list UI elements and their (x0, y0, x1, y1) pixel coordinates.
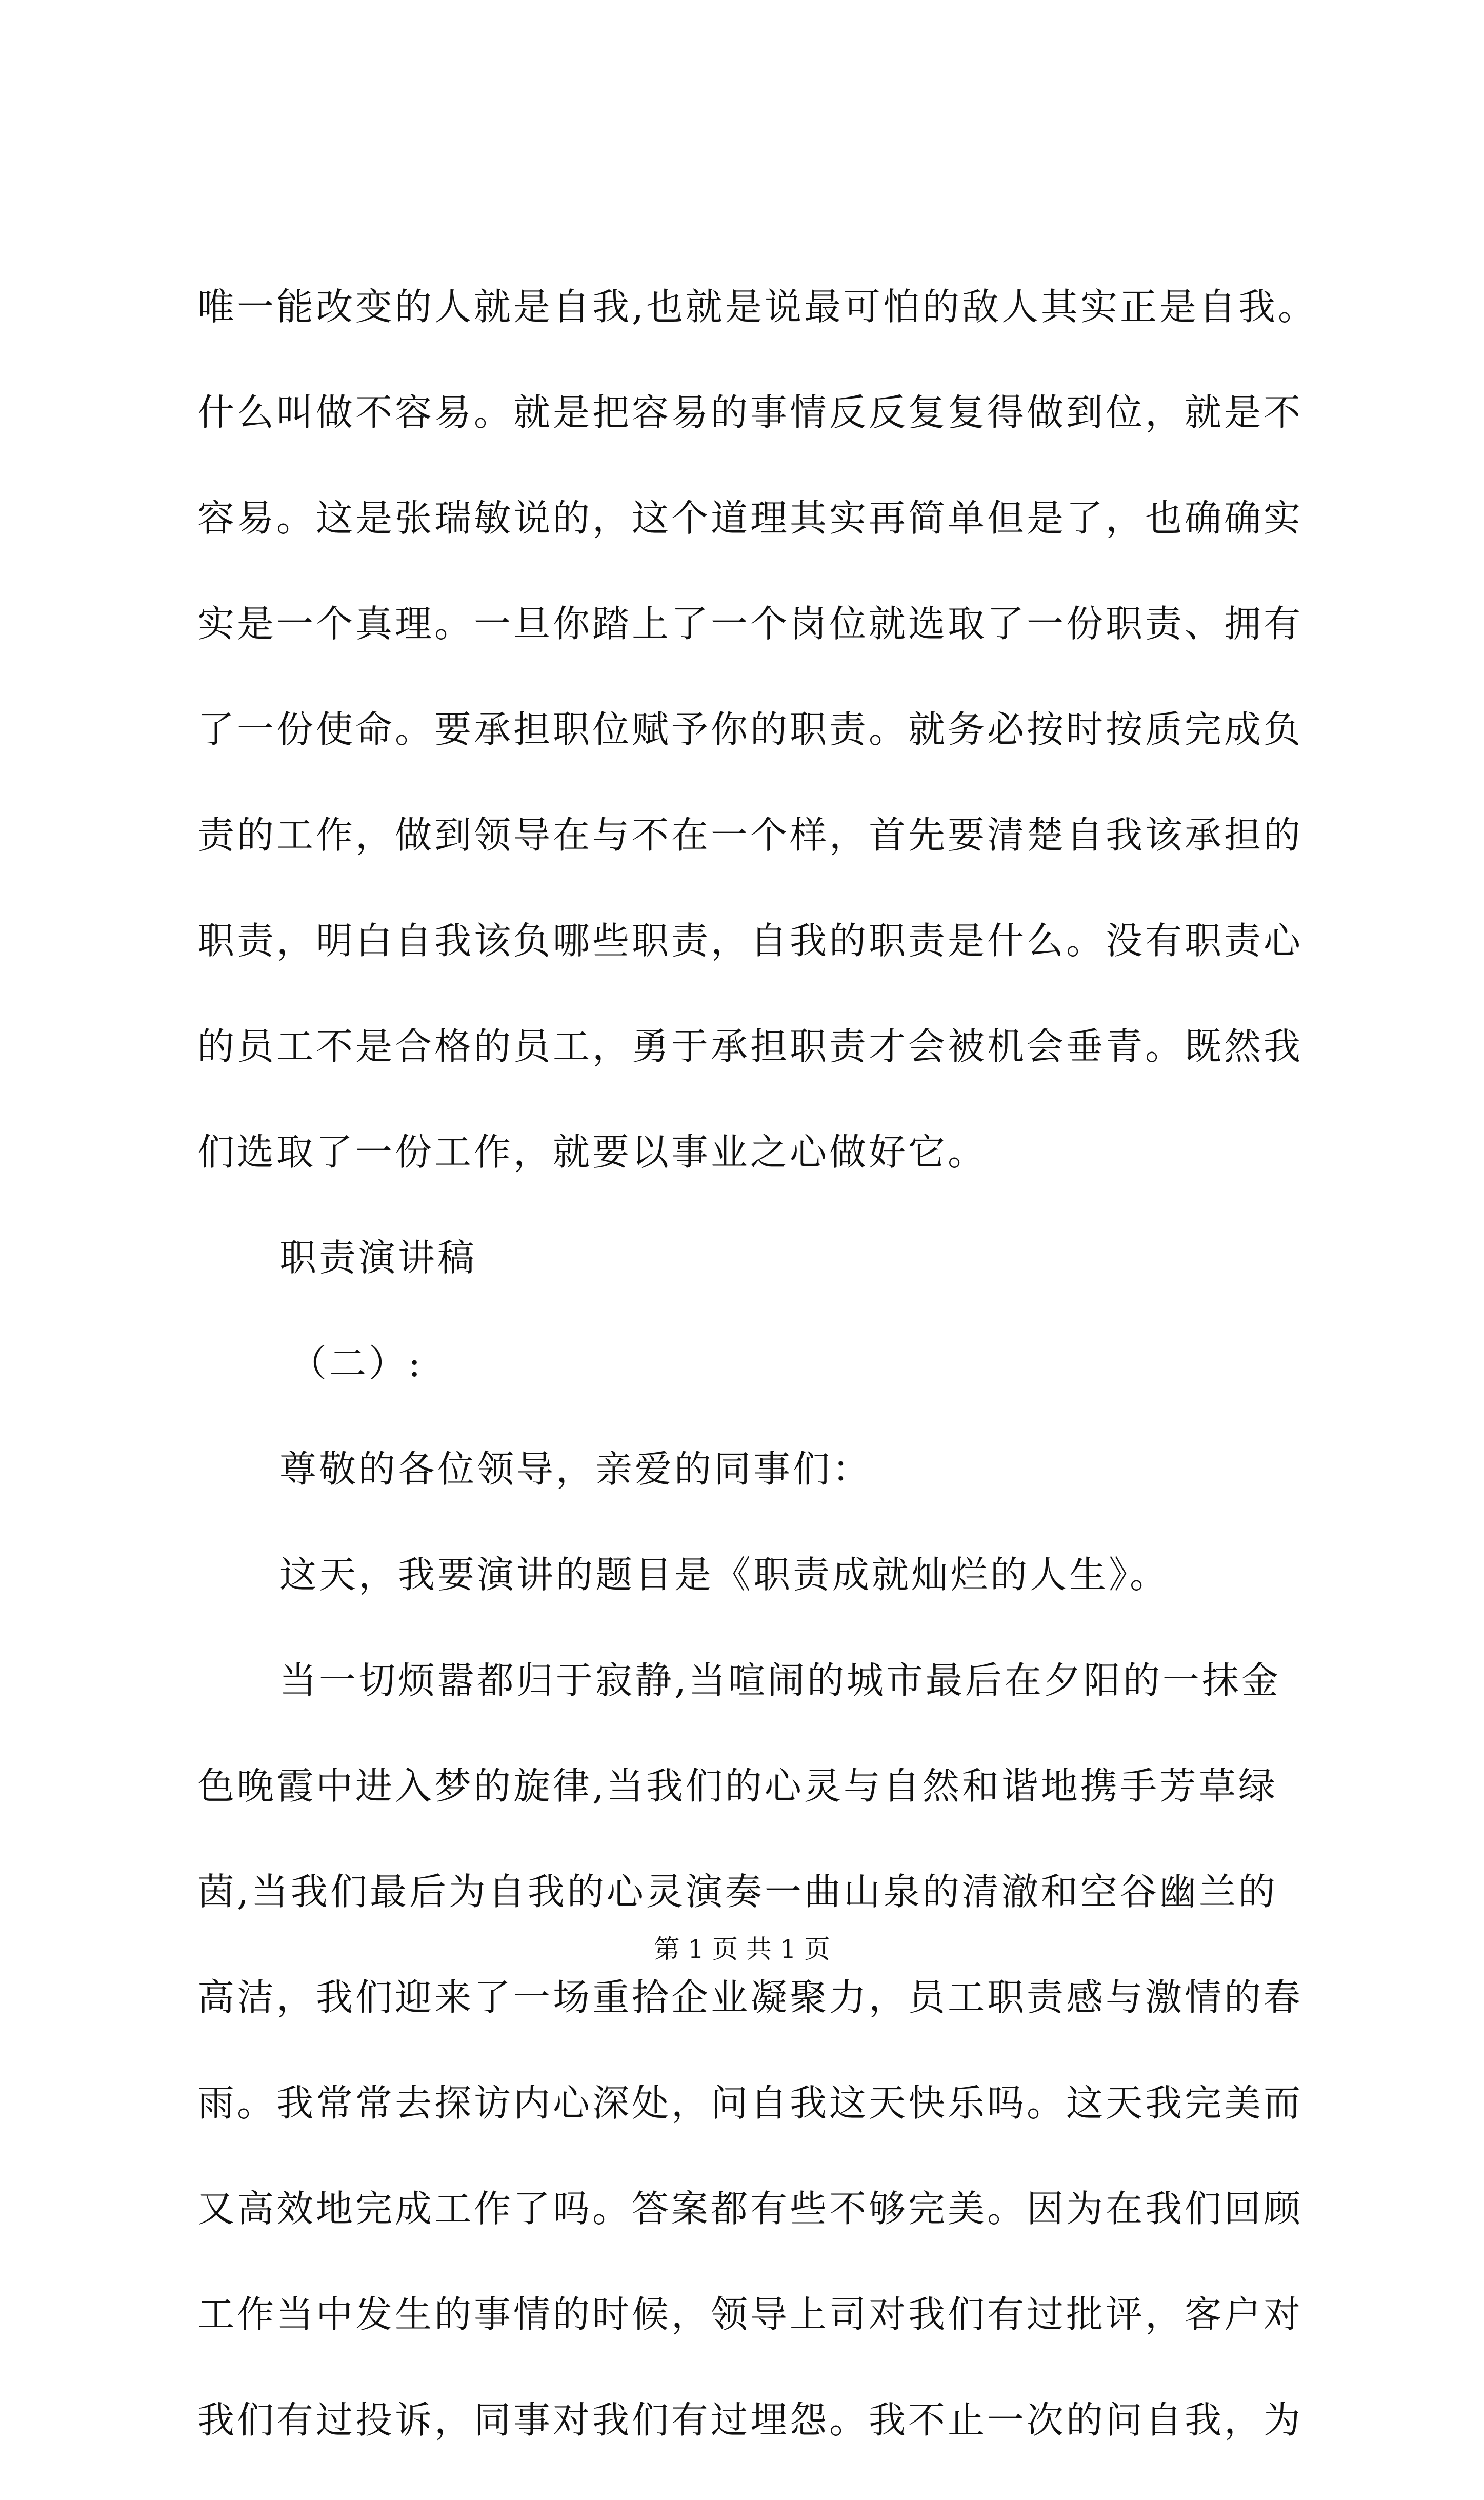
text-line: 责的工作，做到领导在与不在一个样，首先要清楚自我该承担的 (197, 814, 1303, 857)
text-line: 高洁，我们迎来了一场重拾企业凝聚力，员工职责感与激情的春 (197, 1976, 1303, 2019)
text-line: 职责，明白自我该负哪些职责，自我的职责是什么。没有职责心 (197, 919, 1303, 962)
text-line: 们选取了一份工作，就要以事业之心做好它。 (197, 1130, 988, 1174)
section-number: （二）: (290, 1342, 424, 1385)
text-line: 的员工不是合格的员工，勇于承担职责才会被机会垂青。既然我 (197, 1025, 1303, 1068)
text-line: 容易。这是张瑞敏说的，这个道理其实再简单但是了，也确确实 (197, 497, 1303, 540)
page-number: 第 1 页 共 1 页 (654, 1934, 830, 1964)
text-line: 当一切烦嚣都归于寂静,当喧闹的城市最后在夕阳的一抹金 (279, 1659, 1281, 1702)
text-line: 茵,当我们最后为自我的心灵演奏一曲山泉的清澈和空谷幽兰的 (197, 1870, 1278, 1913)
speech-topic: 这天，我要演讲的题目是《职责成就灿烂的人生》。 (279, 1553, 1170, 1596)
text-line: 实是一个真理。一旦你踏上了一个岗位就选取了一份职责、拥有 (197, 602, 1303, 645)
text-line: 什么叫做不容易。就是把容易的事情反反复复得做到位，就是不 (197, 391, 1303, 434)
text-line: 我们有过投诉，同事对我们有过埋怨。我不止一次的问自我，为 (197, 2398, 1303, 2442)
document-body (197, 281, 1317, 2500)
text-line: 工作当中发生的事情的时候，领导上司对我们有过批评，客户对 (197, 2293, 1303, 2336)
text-line: 了一份使命。要承担职位赋予你的职责。就务必按时按质完成负 (197, 708, 1303, 751)
text-line: 唯一能改变的人就是自我,也就是说最可怕的敌人其实正是自我。 (197, 285, 1317, 328)
text-line: 雨。我常常去探访内心深处，问自我这天快乐吗。这天我完美而 (197, 2081, 1303, 2125)
salutation: 尊敬的各位领导，亲爱的同事们： (279, 1447, 872, 1491)
text-line: 色晚霞中进入梦的旋律,当我们的心灵与自然和谐地携手芳草绿 (197, 1764, 1278, 1808)
text-line: 又高效地完成工作了吗。答案都有些不够完美。因为在我们回顾 (197, 2187, 1303, 2230)
section-title: 职责演讲稿 (279, 1236, 477, 1279)
